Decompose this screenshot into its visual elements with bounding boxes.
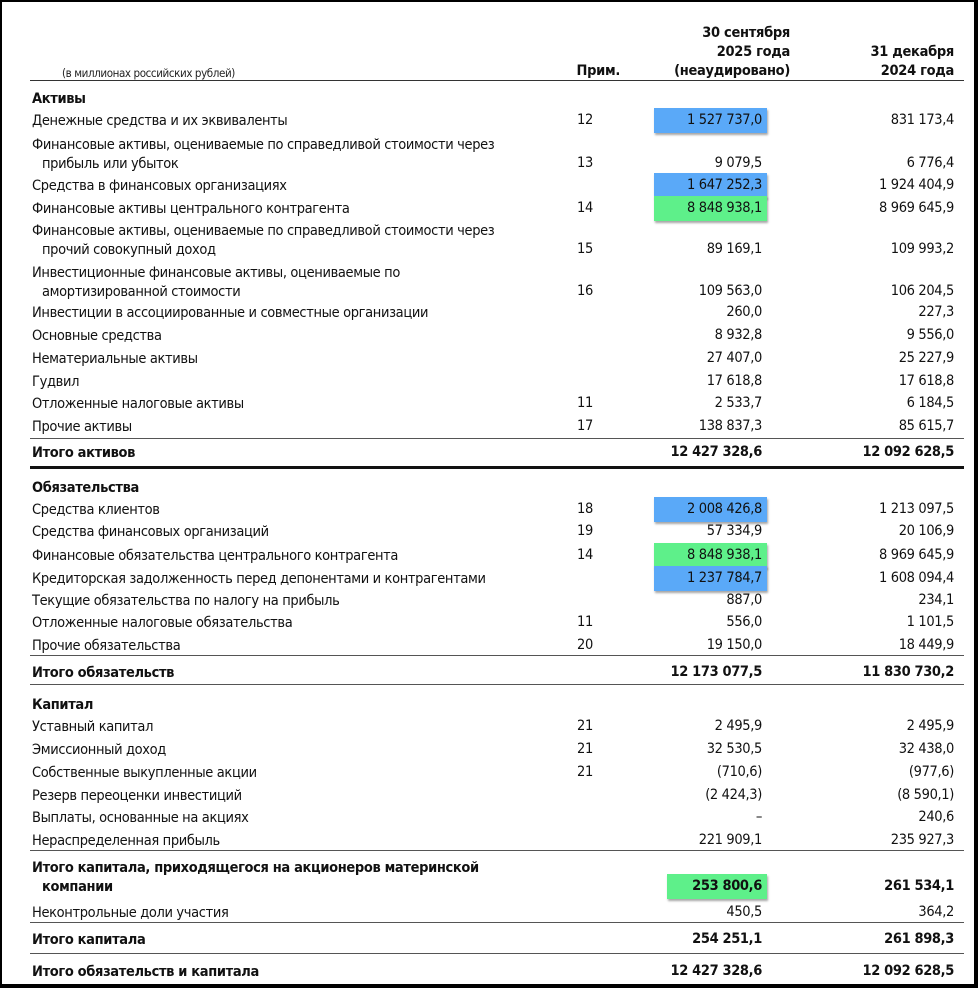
row-label <box>32 764 572 783</box>
row-label-line1: Отложенные налоговые обязательства <box>32 615 293 631</box>
value-2024: 25 227,9 <box>898 350 954 366</box>
note-ref: 17 <box>577 418 593 434</box>
note-ref: 19 <box>577 523 593 539</box>
row-label-line1: Основные средства <box>32 328 162 344</box>
row-label <box>32 304 572 323</box>
column-header-2025 <box>622 24 790 81</box>
row-label-line1: Средства в финансовых организациях <box>32 178 287 194</box>
row-label-line1: Средства финансовых организаций <box>32 524 269 540</box>
divider-line <box>30 953 964 954</box>
row-label <box>32 547 572 566</box>
row-label <box>32 222 572 260</box>
value-2025: 2 533,7 <box>714 395 762 411</box>
row-label <box>32 327 572 346</box>
row-label-line1: Финансовые активы, оцениваемые по справедливой стоимости через <box>32 137 495 153</box>
note-ref: 14 <box>577 200 593 216</box>
row-label-line1: Уставный капитал <box>32 719 154 735</box>
value-2025: 1 237 784,7 <box>687 570 762 586</box>
value-2024: 9 556,0 <box>906 327 954 343</box>
note-ref: 18 <box>577 501 593 517</box>
value-2025: 1 647 252,3 <box>687 177 762 193</box>
row-label-line1: Итого капитала <box>32 932 146 948</box>
note-ref: 20 <box>577 637 593 653</box>
value-2025: 138 837,3 <box>698 418 762 434</box>
row-label <box>32 696 572 715</box>
row-label <box>32 718 572 737</box>
row-label-line1: Инвестиционные финансовые активы, оцениваемые по <box>32 265 400 281</box>
value-2024: 8 969 645,9 <box>879 200 954 216</box>
value-2025: 8 848 938,1 <box>687 200 762 216</box>
col2-line1: 31 декабря <box>870 44 954 60</box>
row-label-line1: Эмиссионный доход <box>32 742 166 758</box>
row-label-line1: Резерв переоценки инвестиций <box>32 788 242 804</box>
value-2024: 364,2 <box>918 904 954 920</box>
value-2025: 19 150,0 <box>706 637 762 653</box>
row-label-line1: Отложенные налоговые активы <box>32 396 244 412</box>
col1-line1: 30 сентября <box>702 25 790 41</box>
value-2025: 2 495,9 <box>714 718 762 734</box>
row-label-line1: Нераспределенная прибыль <box>32 833 220 849</box>
row-label-line1: Обязательства <box>32 480 139 496</box>
row-label <box>32 859 572 897</box>
note-ref: 14 <box>577 547 593 563</box>
value-2025: 887,0 <box>726 592 762 608</box>
row-label <box>32 112 572 131</box>
note-ref: 12 <box>577 112 593 128</box>
balance-sheet-page <box>2 2 974 984</box>
row-label <box>32 264 572 302</box>
value-2024: 17 618,8 <box>898 373 954 389</box>
value-2024: 831 173,4 <box>890 112 954 128</box>
value-2024: 234,1 <box>918 592 954 608</box>
row-label <box>32 741 572 760</box>
col1-line2: 2025 года <box>716 44 790 60</box>
col1-line3: (неаудировано) <box>674 63 790 79</box>
row-label <box>32 444 572 463</box>
row-label-line1: Денежные средства и их эквиваленты <box>32 113 288 129</box>
row-label-line1: Текущие обязательства по налогу на прибыль <box>32 593 340 609</box>
value-2024: 12 092 628,5 <box>862 444 954 460</box>
divider-line <box>30 655 964 656</box>
row-label-line1: Активы <box>32 91 86 107</box>
row-label-line1: Средства клиентов <box>32 502 160 518</box>
row-label-line1: Финансовые активы, оцениваемые по справедливой стоимости через <box>32 223 495 239</box>
value-2025: (710,6) <box>716 764 762 780</box>
row-label-line2: компании <box>42 879 113 895</box>
value-2024: 6 184,5 <box>906 395 954 411</box>
row-label <box>32 664 572 683</box>
note-ref: 13 <box>577 155 593 171</box>
value-2024: 1 101,5 <box>906 614 954 630</box>
value-2025: 89 169,1 <box>706 241 762 257</box>
row-label-line1: Итого активов <box>32 445 136 461</box>
value-2024: 261 534,1 <box>884 878 954 894</box>
divider-line <box>30 684 964 685</box>
row-label <box>32 809 572 828</box>
value-2025: 9 079,5 <box>714 155 762 171</box>
row-label <box>32 177 572 196</box>
value-2024: 261 898,3 <box>884 931 954 947</box>
row-label-line1: Кредиторская задолженность перед депонентами и контрагентами <box>32 571 486 587</box>
row-label-line1: Собственные выкупленные акции <box>32 765 257 781</box>
row-label <box>32 501 572 520</box>
value-2024: 1 924 404,9 <box>879 177 954 193</box>
row-label <box>32 614 572 633</box>
value-2025: 17 618,8 <box>706 373 762 389</box>
note-ref: 15 <box>577 241 593 257</box>
value-2024: 109 993,2 <box>890 241 954 257</box>
value-2025: 27 407,0 <box>706 350 762 366</box>
row-label-line2: прочий совокупный доход <box>42 242 216 258</box>
note-ref: 11 <box>577 614 593 630</box>
column-header-2024 <box>802 43 954 81</box>
value-2024: 240,6 <box>918 809 954 825</box>
divider-line <box>30 466 964 469</box>
row-label-line1: Финансовые активы центрального контрагента <box>32 201 350 217</box>
row-label <box>32 832 572 851</box>
row-label-line1: Гудвил <box>32 374 80 390</box>
row-label <box>32 418 572 437</box>
row-label <box>32 200 572 219</box>
row-label <box>32 963 572 982</box>
value-2024: 1 213 097,5 <box>879 501 954 517</box>
note-column-header: Прим. <box>576 63 620 79</box>
value-2025: 254 251,1 <box>692 931 762 947</box>
value-2025: 556,0 <box>726 614 762 630</box>
row-label-line1: Выплаты, основанные на акциях <box>32 810 249 826</box>
row-label-line1: Итого обязательств и капитала <box>32 964 259 980</box>
value-2025: 12 427 328,6 <box>670 444 762 460</box>
row-label-line1: Инвестиции в ассоциированные и совместные организации <box>32 305 429 321</box>
value-2024: 6 776,4 <box>906 155 954 171</box>
note-ref: 21 <box>577 741 593 757</box>
row-label-line1: Финансовые обязательства центрального контрагента <box>32 548 399 564</box>
value-2025: 8 848 938,1 <box>687 547 762 563</box>
divider-line <box>30 850 964 851</box>
row-label-line1: Итого обязательств <box>32 665 175 681</box>
value-2024: 106 204,5 <box>890 283 954 299</box>
row-label-line1: Прочие обязательства <box>32 638 181 654</box>
value-2024: 11 830 730,2 <box>862 664 954 680</box>
value-2025: 2 008 426,8 <box>687 501 762 517</box>
value-2024: 1 608 094,4 <box>879 570 954 586</box>
row-label-line2: амортизированной стоимости <box>42 284 241 300</box>
note-ref: 11 <box>577 395 593 411</box>
row-label-line1: Итого капитала, приходящегося на акционеров материнской <box>32 860 479 876</box>
row-label-line2: прибыль или убыток <box>42 156 179 172</box>
col2-line2: 2024 года <box>880 63 954 79</box>
row-label <box>32 136 572 174</box>
value-2024: 18 449,9 <box>898 637 954 653</box>
value-2025: 8 932,8 <box>714 327 762 343</box>
value-2025: 1 527 737,0 <box>687 112 762 128</box>
value-2025: 450,5 <box>726 904 762 920</box>
row-label <box>32 637 572 656</box>
value-2025: 12 173 077,5 <box>670 664 762 680</box>
value-2025: 221 909,1 <box>698 832 762 848</box>
value-2025: (2 424,3) <box>705 787 762 803</box>
row-label <box>32 479 572 498</box>
row-label <box>32 373 572 392</box>
units-label: (в миллионах российских рублей) <box>62 66 235 80</box>
row-label <box>32 904 572 923</box>
value-2024: 12 092 628,5 <box>862 963 954 979</box>
value-2024: 235 927,3 <box>890 832 954 848</box>
value-2025: – <box>755 809 762 825</box>
note-ref: 21 <box>577 764 593 780</box>
row-label-line1: Неконтрольные доли участия <box>32 905 229 921</box>
value-2025: 57 334,9 <box>706 523 762 539</box>
note-ref: 16 <box>577 283 593 299</box>
value-2024: 8 969 645,9 <box>879 547 954 563</box>
divider-line <box>30 438 964 439</box>
value-2024: 20 106,9 <box>898 523 954 539</box>
table-header <box>2 2 974 82</box>
value-2024: (8 590,1) <box>897 787 954 803</box>
note-ref: 21 <box>577 718 593 734</box>
value-2024: 32 438,0 <box>898 741 954 757</box>
row-label <box>32 931 572 950</box>
value-2024: 85 615,7 <box>898 418 954 434</box>
divider-line <box>30 922 964 923</box>
value-2024: 227,3 <box>918 304 954 320</box>
value-2025: 109 563,0 <box>698 283 762 299</box>
value-2025: 12 427 328,6 <box>670 963 762 979</box>
value-2025: 32 530,5 <box>706 741 762 757</box>
row-label-line1: Прочие активы <box>32 419 132 435</box>
row-label <box>32 787 572 806</box>
row-label <box>32 570 572 589</box>
row-label <box>32 592 572 611</box>
row-label <box>32 523 572 542</box>
row-label <box>32 90 572 109</box>
row-label-line1: Капитал <box>32 697 94 713</box>
row-label <box>32 350 572 369</box>
row-label <box>32 395 572 414</box>
value-2025: 253 800,6 <box>692 878 762 894</box>
value-2024: (977,6) <box>908 764 954 780</box>
value-2024: 2 495,9 <box>906 718 954 734</box>
row-label-line1: Нематериальные активы <box>32 351 198 367</box>
value-2025: 260,0 <box>726 304 762 320</box>
